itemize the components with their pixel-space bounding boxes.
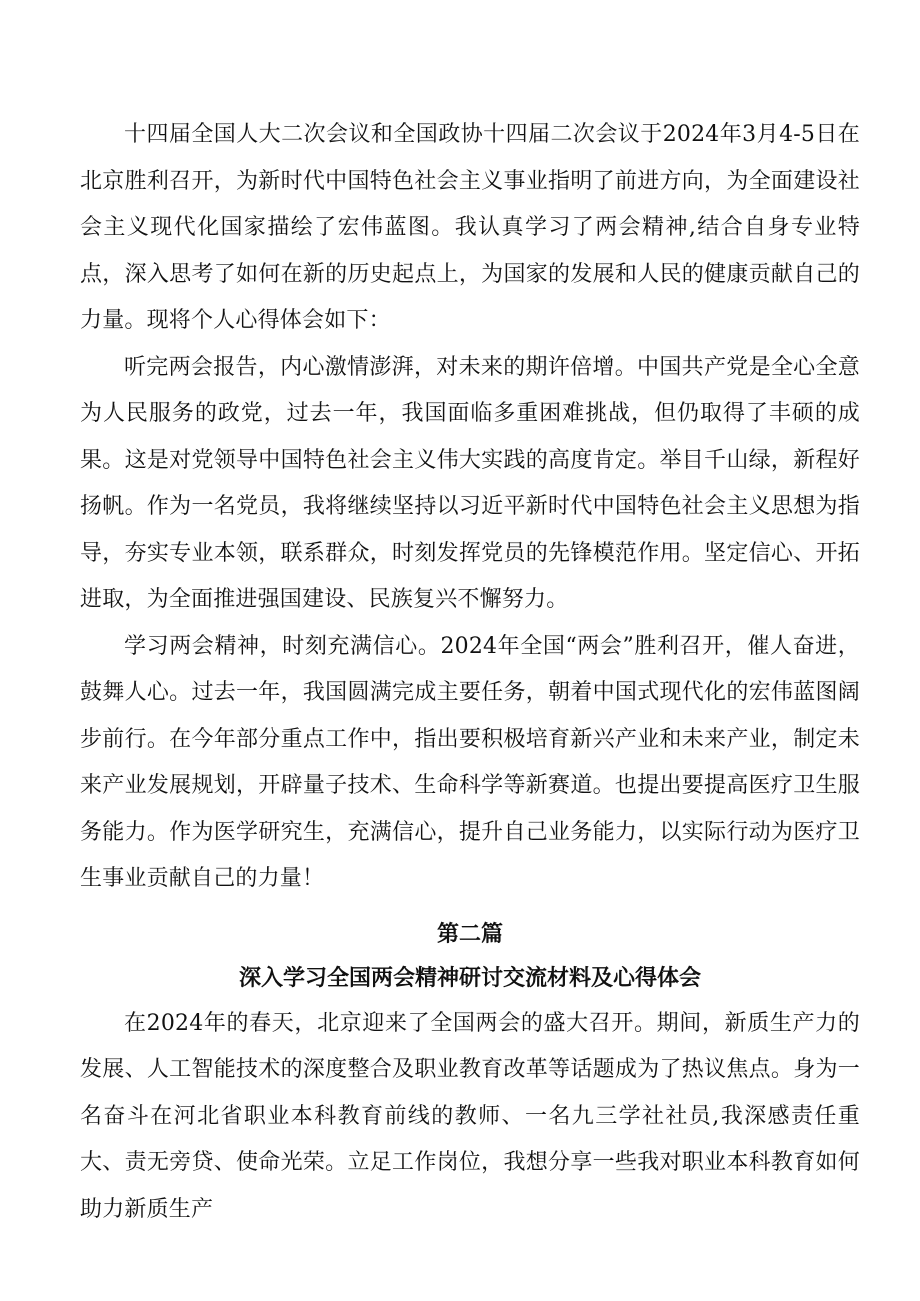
section-title: 深入学习全国两会精神研讨交流材料及心得体会 <box>238 965 701 991</box>
section-label: 第二篇 <box>436 921 503 947</box>
document-page <box>80 112 860 1233</box>
paragraph-reflection: 听完两会报告，内心激情澎湃，对未来的期许倍增。中国共产党是全心全意为人民服务的政党，过去一年，我国面临多重困难挑战，但仍取得了丰硕的成果。这是对党领导中国特色社会主义伟大实践的高度肯定。举目千山绿，新程好扬帆。作为一名党员，我将继续坚持以习近平新时代中国特色社会主义思想为指导，夯实专业本领，联系群众，时刻发挥党员的先锋模范作用。坚定信心、开拓进取，为全面推进强国建设、民族复兴不懈努力。 <box>80 354 860 612</box>
paragraph-section2-intro: 在2024年的春天，北京迎来了全国两会的盛大召开。期间，新质生产力的发展、人工智能技术的深度整合及职业教育改革等话题成为了热议焦点。身为一名奋斗在河北省职业本科教育前线的教师、一名九三学社社员,我深感责任重大、责无旁贷、使命光荣。立足工作岗位，我想分享一些我对职业本科教育如何助力新质生产 <box>80 1010 860 1222</box>
paragraph-intro: 十四届全国人大二次会议和全国政协十四届二次会议于2024年3月4-5日在北京胜利召开，为新时代中国特色社会主义事业指明了前进方向，为全面建设社会主义现代化国家描绘了宏伟蓝图。我认真学习了两会精神,结合自身专业特点，深入思考了如何在新的历史起点上，为国家的发展和人民的健康贡献自己的力量。现将个人心得体会如下： <box>80 122 860 333</box>
paragraph-confidence: 学习两会精神，时刻充满信心。2024年全国“两会”胜利召开，催人奋进，鼓舞人心。过去一年，我国圆满完成主要任务，朝着中国式现代化的宏伟蓝图阔步前行。在今年部分重点工作中，指出要积极培育新兴产业和未来产业，制定未来产业发展规划，开辟量子技术、生命科学等新赛道。也提出要提高医疗卫生服务能力。作为医学研究生，充满信心，提升自己业务能力，以实际行动为医疗卫生事业贡献自己的力量！ <box>80 633 860 891</box>
